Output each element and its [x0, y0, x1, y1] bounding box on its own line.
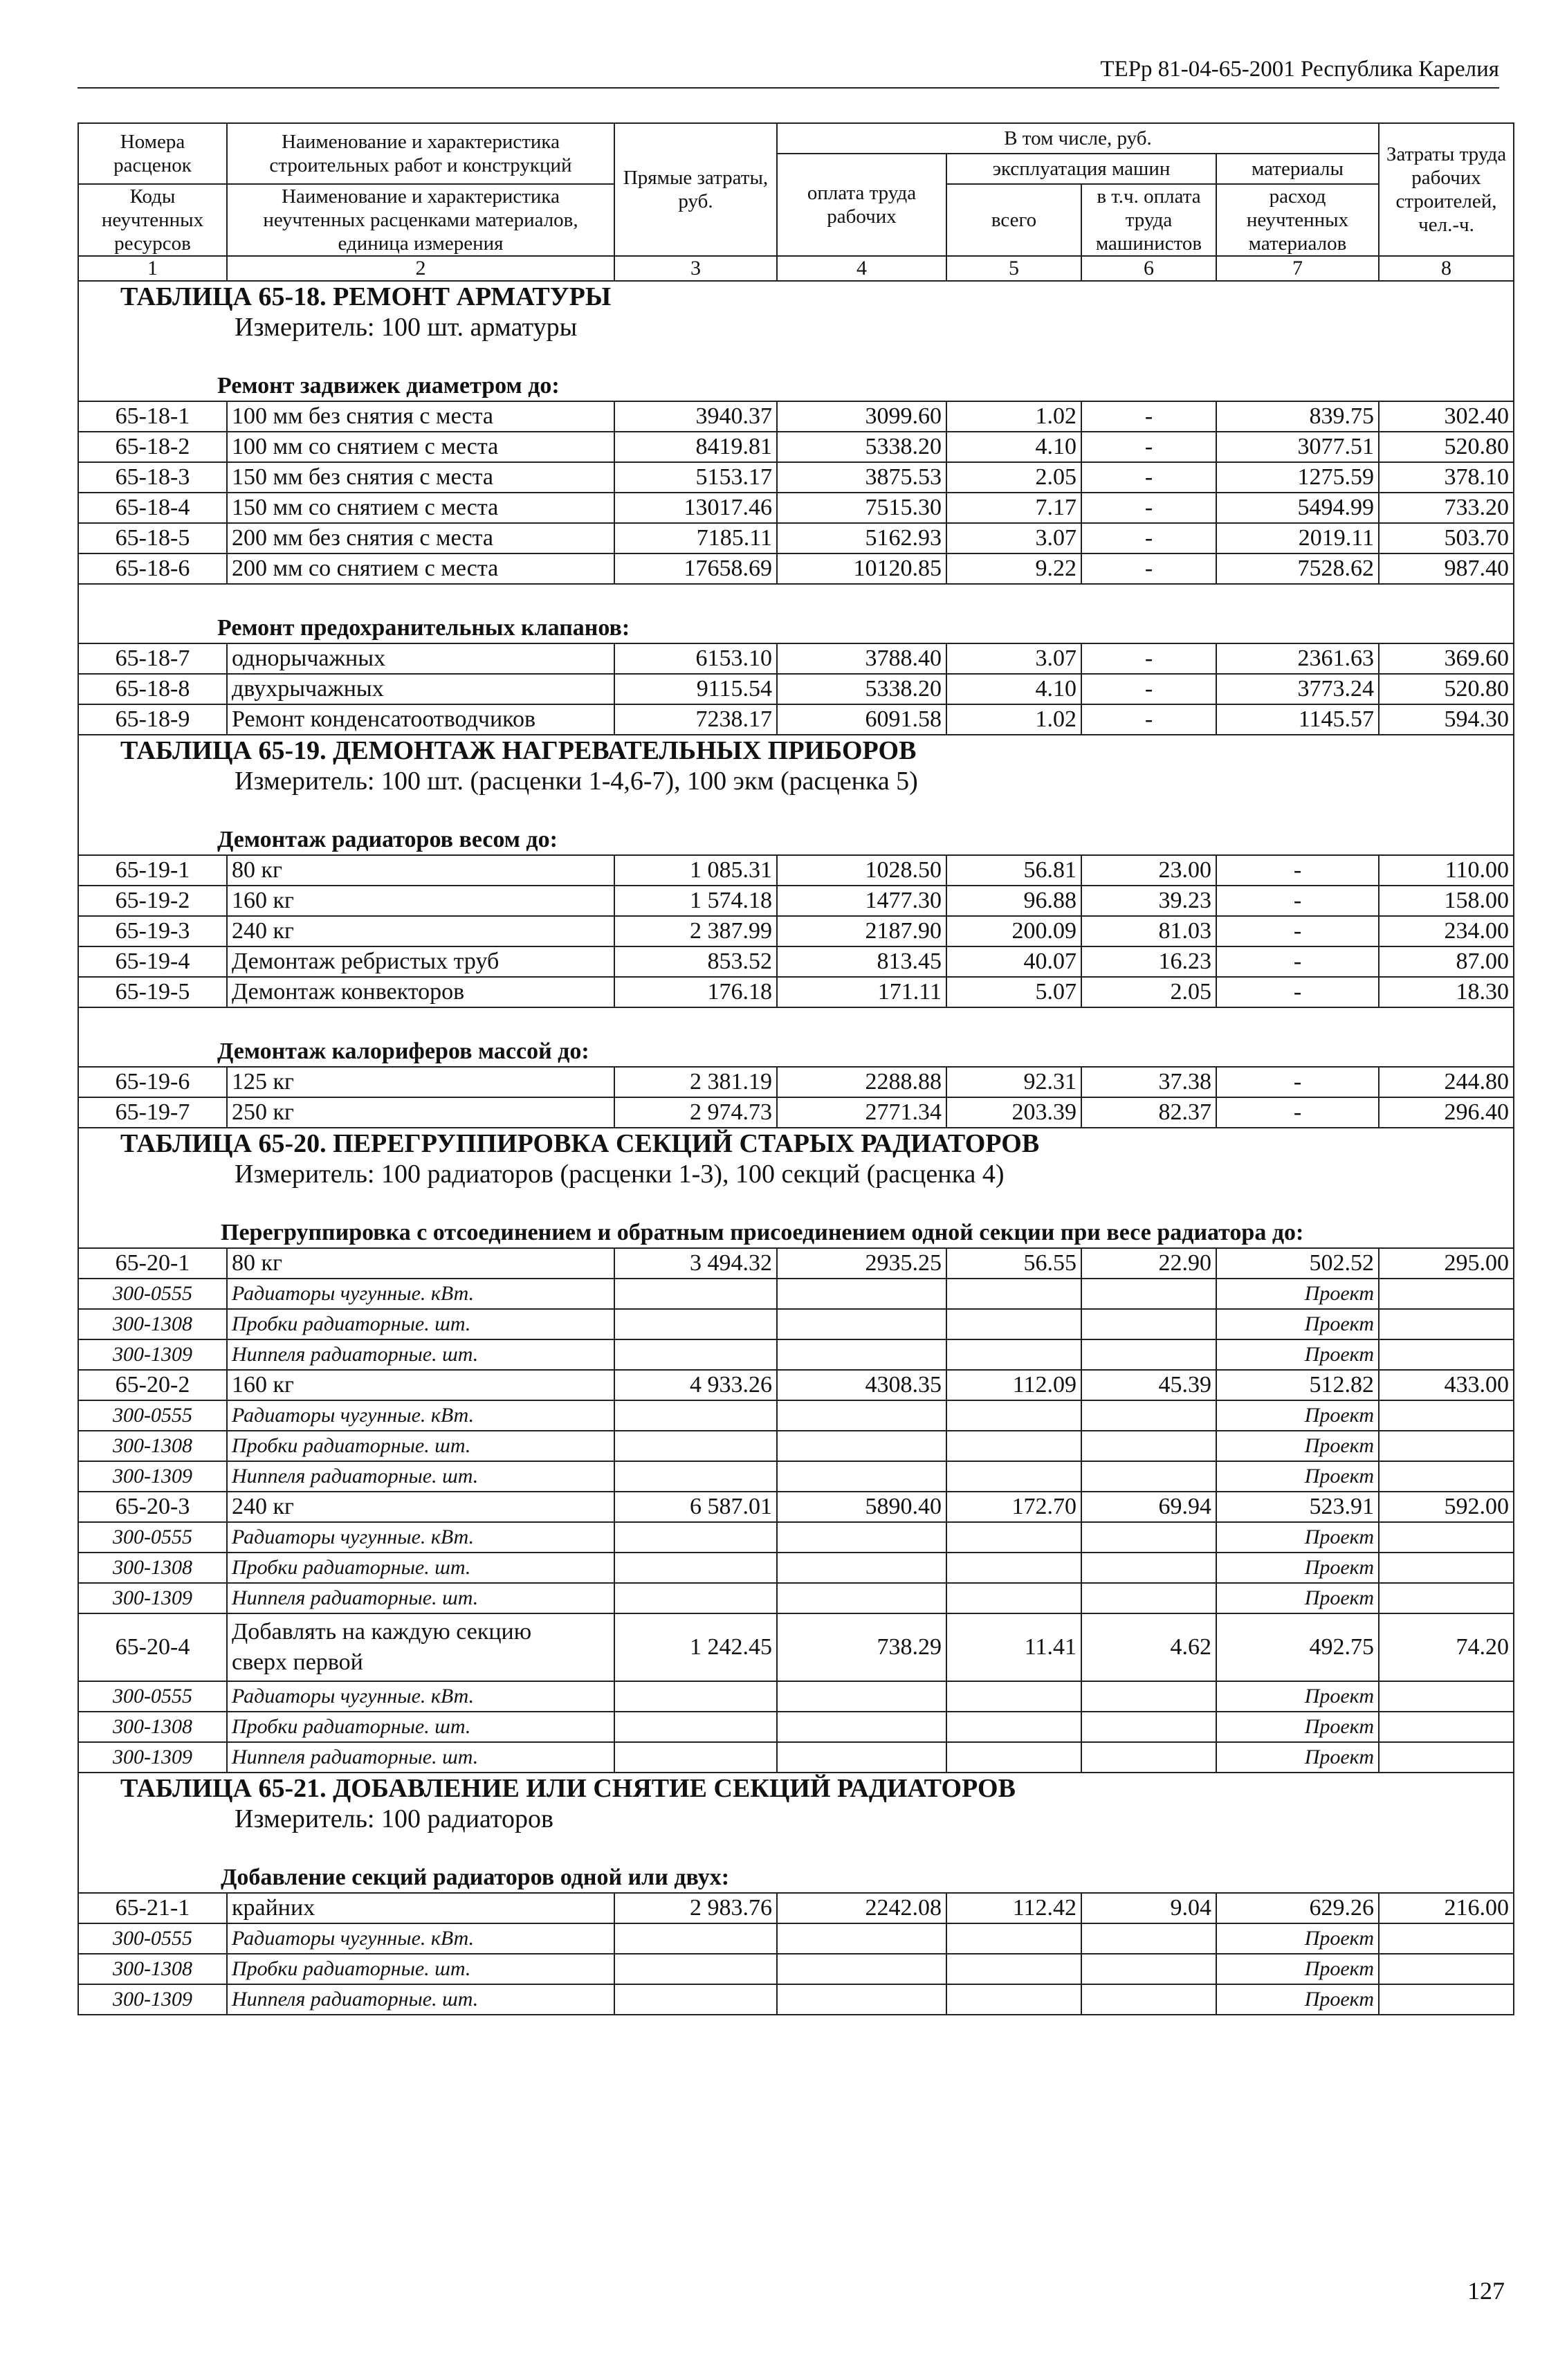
table-row: 65-19-1 80 кг 1 085.31 1028.50 56.81 23.00 - 110.00 [78, 855, 1514, 886]
spacer-row [78, 796, 1514, 825]
table-row: 65-18-9 Ремонт конденсатоотводчиков 7238.17 6091.58 1.02 - 1145.57 594.30 [78, 704, 1514, 735]
document-header-title: ТЕРр 81-04-65-2001 Республика Карелия [1100, 57, 1499, 82]
group-row [78, 1863, 1514, 1893]
col-header-hours: Затраты труда рабочих строителей, чел.-ч. [1379, 123, 1514, 256]
table-row: 65-19-7 250 кг 2 974.73 2771.34 203.39 82.37 - 296.40 [78, 1097, 1514, 1128]
table-65-18-title-row [78, 281, 1514, 312]
table-row: 65-19-6 125 кг 2 381.19 2288.88 92.31 37.38 - 244.80 [78, 1067, 1514, 1097]
header-rule [77, 87, 1499, 89]
table-row: 65-20-2 160 кг 4 933.26 4308.35 112.09 45.39 512.82 433.00 [78, 1370, 1514, 1400]
spacer-row [78, 1834, 1514, 1863]
resource-row: 300-1308 Пробки радиаторные. шт. Проект [78, 1309, 1514, 1339]
table-65-19-title-row [78, 735, 1514, 766]
resource-row: 300-0555 Радиаторы чугунные. кВт. Проект [78, 1279, 1514, 1309]
col-header-mat-usage: расход неучтенных материалов [1216, 184, 1379, 256]
table-row: 65-21-1 крайних 2 983.76 2242.08 112.42 9.04 629.26 216.00 [78, 1893, 1514, 1923]
resource-row: 300-1309 Ниппеля радиаторные. шт. Проект [78, 1583, 1514, 1613]
table-65-21-measure-row [78, 1804, 1514, 1834]
table-65-20-measure: Измеритель: 100 радиаторов (расценки 1-3), 100 секций (расценка 4) [78, 1159, 1514, 1189]
table-65-18-measure-row [78, 312, 1514, 342]
table-row: 65-19-5 Демонтаж конвекторов 176.18 171.11 5.07 2.05 - 18.30 [78, 977, 1514, 1007]
col-header-name: Наименование и характеристика строительных работ и конструкций [227, 123, 614, 184]
column-number-row: 1 2 3 4 5 6 7 8 [78, 256, 1514, 281]
group-heading: Добавление секций радиаторов одной или двух: [78, 1863, 1514, 1893]
resource-row: 300-1309 Ниппеля радиаторные. шт. Проект [78, 1742, 1514, 1773]
col-header-mach-labor: в т.ч. оплата труда машинистов [1081, 184, 1216, 256]
table-row: 65-19-3 240 кг 2 387.99 2187.90 200.09 81.03 - 234.00 [78, 916, 1514, 946]
table-65-20-title: ТАБЛИЦА 65-20. ПЕРЕГРУППИРОВКА СЕКЦИЙ СТАРЫХ РАДИАТОРОВ [78, 1128, 1514, 1159]
table-65-20-measure-row [78, 1159, 1514, 1189]
col-header-codes: Номера расценок [78, 123, 227, 184]
table-row: 65-18-1 100 мм без снятия с места 3940.37 3099.60 1.02 - 839.75 302.40 [78, 401, 1514, 432]
resource-row: 300-1309 Ниппеля радиаторные. шт. Проект [78, 1461, 1514, 1492]
group-heading: Демонтаж калориферов массой до: [78, 1037, 1514, 1067]
table-row: 65-19-4 Демонтаж ребристых труб 853.52 813.45 40.07 16.23 - 87.00 [78, 946, 1514, 977]
group-heading: Перегруппировка с отсоединением и обратным присоединением одной секции при весе радиатора до: [78, 1218, 1514, 1248]
table-row: 65-19-2 160 кг 1 574.18 1477.30 96.88 39.23 - 158.00 [78, 886, 1514, 916]
table-row: 65-18-7 однорычажных 6153.10 3788.40 3.07 - 2361.63 369.60 [78, 643, 1514, 674]
group-row [78, 1218, 1514, 1248]
group-row [78, 372, 1514, 401]
col-header-direct: Прямые затраты, руб. [614, 123, 777, 256]
resource-row: 300-1309 Ниппеля радиаторные. шт. Проект [78, 1339, 1514, 1370]
resource-row: 300-1309 Ниппеля радиаторные. шт. Проект [78, 1984, 1514, 2015]
group-row [78, 825, 1514, 855]
table-row: 65-20-1 80 кг 3 494.32 2935.25 56.55 22.90 502.52 295.00 [78, 1248, 1514, 1279]
table-row: 65-18-3 150 мм без снятия с места 5153.17 3875.53 2.05 - 1275.59 378.10 [78, 462, 1514, 493]
table-row: 65-18-5 200 мм без снятия с места 7185.11 5162.93 3.07 - 2019.11 503.70 [78, 523, 1514, 553]
table-65-19-measure-row [78, 766, 1514, 796]
table-row: 65-18-2 100 мм со снятием с места 8419.81 5338.20 4.10 - 3077.51 520.80 [78, 432, 1514, 462]
rates-table [77, 122, 1514, 2015]
col-header-machines: эксплуатация машин [946, 154, 1216, 184]
table-65-18-title: ТАБЛИЦА 65-18. РЕМОНТ АРМАТУРЫ [78, 281, 1514, 312]
table-row: 65-20-3 240 кг 6 587.01 5890.40 172.70 69.94 523.91 592.00 [78, 1492, 1514, 1522]
group-heading: Ремонт предохранительных клапанов: [78, 614, 1514, 643]
table-row: 65-18-6 200 мм со снятием с места 17658.69 10120.85 9.22 - 7528.62 987.40 [78, 553, 1514, 584]
col-header-mach-total: всего [946, 184, 1081, 256]
resource-row: 300-0555 Радиаторы чугунные. кВт. Проект [78, 1522, 1514, 1553]
group-heading: Ремонт задвижек диаметром до: [78, 372, 1514, 401]
table-65-19-title: ТАБЛИЦА 65-19. ДЕМОНТАЖ НАГРЕВАТЕЛЬНЫХ ПРИБОРОВ [78, 735, 1514, 766]
table-65-18-measure: Измеритель: 100 шт. арматуры [78, 312, 1514, 342]
table-row: 65-18-8 двухрычажных 9115.54 5338.20 4.10 - 3773.24 520.80 [78, 674, 1514, 704]
resource-row: 300-1308 Пробки радиаторные. шт. Проект [78, 1431, 1514, 1461]
resource-row: 300-1308 Пробки радиаторные. шт. Проект [78, 1553, 1514, 1583]
table-row: 65-20-4 Добавлять на каждую секцию сверх первой 1 242.45 738.29 11.41 4.62 492.75 74.20 [78, 1613, 1514, 1681]
col-header-incl: В том числе, руб. [777, 123, 1379, 154]
table-65-20-title-row [78, 1128, 1514, 1159]
spacer-row [78, 1007, 1514, 1037]
spacer-row [78, 584, 1514, 614]
group-row [78, 614, 1514, 643]
table-row: 65-18-4 150 мм со снятием с места 13017.46 7515.30 7.17 - 5494.99 733.20 [78, 493, 1514, 523]
col-header-labor: оплата труда рабочих [777, 154, 946, 256]
page-number: 127 [1467, 2277, 1505, 2305]
table-65-21-title-row [78, 1773, 1514, 1804]
row-name-multiline: Добавлять на каждую секцию сверх первой [227, 1613, 614, 1681]
table-65-21-title: ТАБЛИЦА 65-21. ДОБАВЛЕНИЕ ИЛИ СНЯТИЕ СЕКЦИЙ РАДИАТОРОВ [78, 1773, 1514, 1804]
resource-row: 300-1308 Пробки радиаторные. шт. Проект [78, 1712, 1514, 1742]
col-header-materials: материалы [1216, 154, 1379, 184]
header-row-1 [78, 123, 1514, 154]
col-header-res-codes: Коды неучтенных ресурсов [78, 184, 227, 256]
resource-row: 300-1308 Пробки радиаторные. шт. Проект [78, 1954, 1514, 1984]
col-header-res-name: Наименование и характеристика неучтенных расценками материалов, единица измерения [227, 184, 614, 256]
group-row [78, 1037, 1514, 1067]
resource-row: 300-0555 Радиаторы чугунные. кВт. Проект [78, 1400, 1514, 1431]
spacer-row [78, 1189, 1514, 1218]
resource-row: 300-0555 Радиаторы чугунные. кВт. Проект [78, 1681, 1514, 1712]
resource-row: 300-0555 Радиаторы чугунные. кВт. Проект [78, 1923, 1514, 1954]
table-65-19-measure: Измеритель: 100 шт. (расценки 1-4,6-7), 100 экм (расценка 5) [78, 766, 1514, 796]
spacer-row [78, 342, 1514, 372]
group-heading: Демонтаж радиаторов весом до: [78, 825, 1514, 855]
table-65-21-measure: Измеритель: 100 радиаторов [78, 1804, 1514, 1834]
